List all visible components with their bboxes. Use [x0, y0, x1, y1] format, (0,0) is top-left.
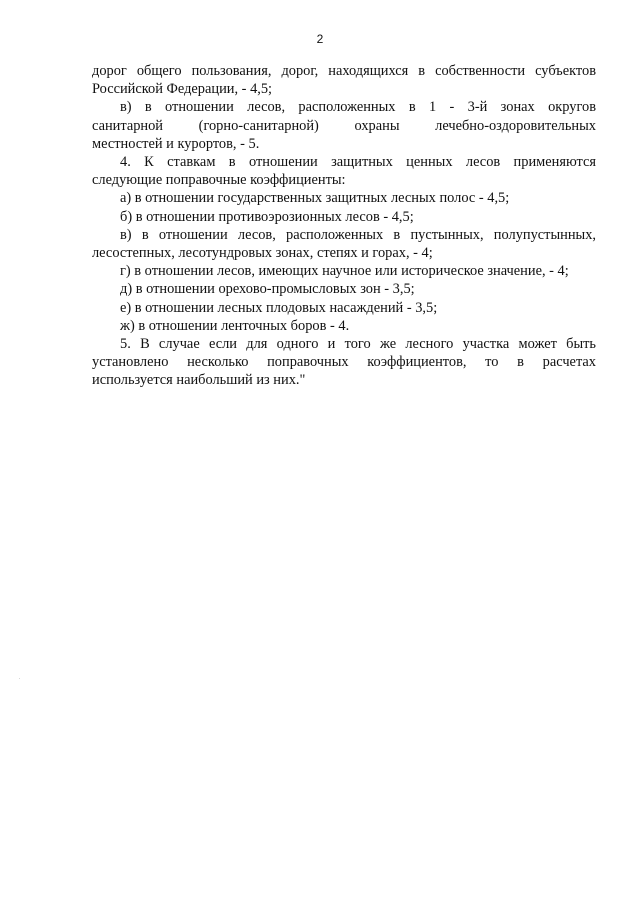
list-item-d: [92, 280, 596, 298]
text-line: лесостепных, лесотундровых зонах, степях и горах, - 4;: [92, 245, 433, 262]
text-line: используется наибольший из них.": [92, 372, 306, 389]
scan-speck: [19, 678, 20, 679]
paragraph-5: [92, 335, 596, 390]
text-line: е) в отношении лесных плодовых насаждений - 3,5;: [120, 299, 438, 316]
text-line: в) в отношении лесов, расположенных в пустынных, полупустынных,: [120, 226, 596, 243]
text-line: в) в отношении лесов, расположенных в 1 - 3-й зонах округов: [120, 99, 596, 116]
text-line: 4. К ставкам в отношении защитных ценных лесов применяются: [120, 154, 596, 171]
text-line: 5. В случае если для одного и того же лесного участка может быть: [120, 336, 596, 353]
list-item-g: [92, 262, 596, 280]
text-line: местностей и курортов, - 5.: [92, 135, 260, 152]
list-item-v: [92, 226, 596, 262]
list-item-a: [92, 189, 596, 207]
page-number: 2: [316, 32, 324, 46]
text-line: следующие поправочные коэффициенты:: [92, 172, 346, 189]
document-body: [92, 62, 596, 390]
text-line: установлено несколько поправочных коэффициентов, то в расчетах: [92, 354, 596, 371]
list-item-b: [92, 208, 596, 226]
text-line: б) в отношении противоэрозионных лесов - 4,5;: [120, 208, 414, 225]
paragraph-4-intro: [92, 153, 596, 189]
text-line: ж) в отношении ленточных боров - 4.: [120, 317, 350, 334]
text-line: Российской Федерации, - 4,5;: [92, 81, 273, 98]
paragraph-item-v-resorts: [92, 98, 596, 153]
text-line: г) в отношении лесов, имеющих научное или историческое значение, - 4;: [120, 263, 569, 280]
list-item-e: [92, 299, 596, 317]
paragraph-continuation: [92, 62, 596, 98]
text-line: санитарной (горно-санитарной) охраны лечебно-оздоровительных: [92, 117, 596, 134]
text-line: д) в отношении орехово-промысловых зон - 3,5;: [120, 281, 415, 298]
text-line: а) в отношении государственных защитных лесных полос - 4,5;: [120, 190, 510, 207]
text-line: дорог общего пользования, дорог, находящихся в собственности субъектов: [92, 63, 596, 79]
list-item-zh: [92, 317, 596, 335]
